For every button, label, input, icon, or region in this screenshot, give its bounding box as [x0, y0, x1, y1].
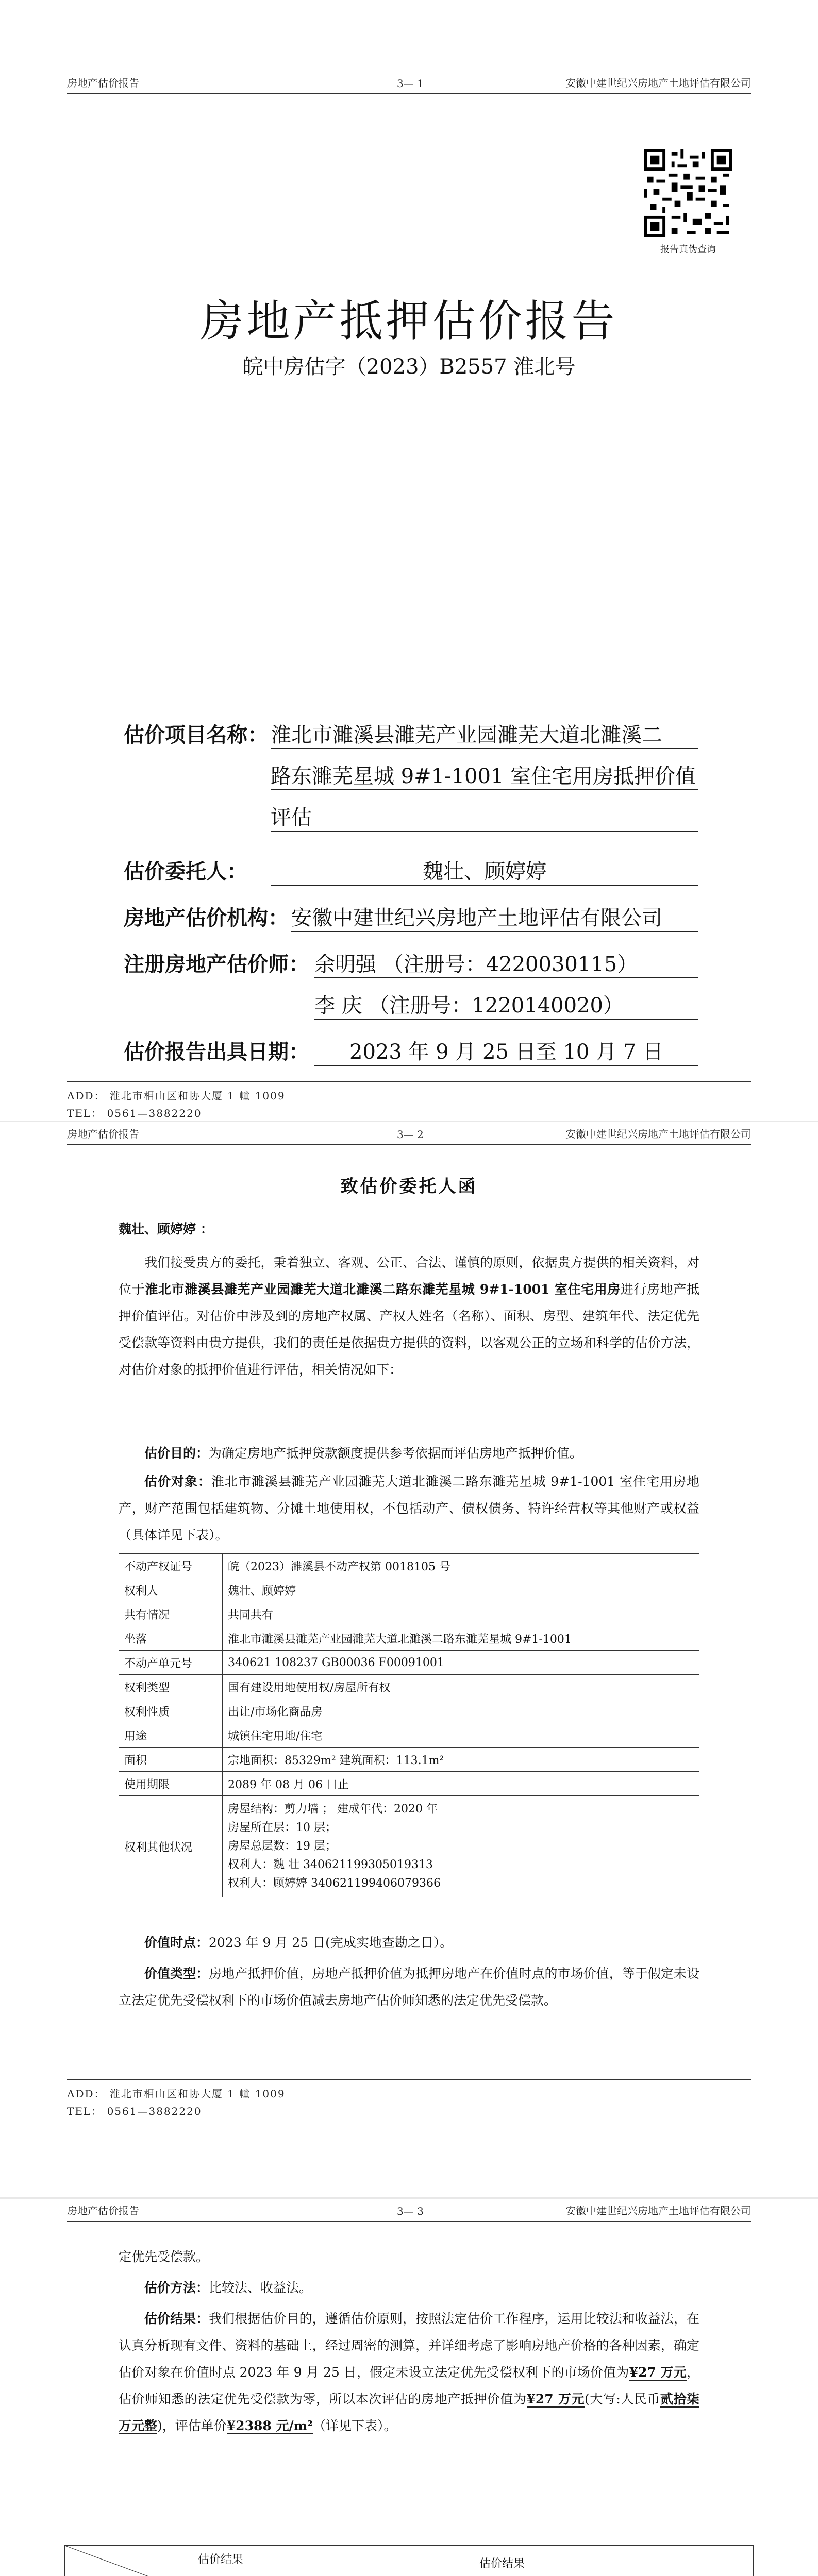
header-page-number: 3— 1: [397, 77, 424, 90]
table-row: [119, 1626, 699, 1651]
page-header: [67, 1123, 751, 1145]
header-page-number: 3— 3: [397, 2205, 424, 2217]
page-header: [67, 2200, 751, 2222]
market-value: ¥27 万元: [629, 2365, 687, 2380]
footer-address: ADD： 淮北市相山区和协大厦 1 幢 1009: [67, 1090, 286, 1102]
table-key: 权利其他状况: [119, 1796, 223, 1897]
property-table: [119, 1553, 699, 1897]
table-key: 面积: [119, 1748, 223, 1772]
table-value: 2089 年 08 月 06 日止: [223, 1772, 699, 1796]
result-group-header: 估价结果: [251, 2546, 754, 2576]
letter-page-1: [0, 1123, 818, 2190]
footer-tel: TEL： 0561—3882220: [67, 1107, 202, 1120]
header-page-number: 3— 2: [397, 1128, 424, 1141]
table-value: 340621 108237 GB00036 F00091001: [223, 1651, 699, 1675]
table-key: 权利人: [119, 1578, 223, 1602]
page-separator: [0, 1121, 818, 1122]
other-status-line: 房屋所在层：10 层；: [228, 1821, 337, 1834]
header-left: 房地产估价报告: [67, 1128, 139, 1140]
table-key: 不动产权证号: [119, 1554, 223, 1578]
value-type-continuation: 定优先受偿款。: [119, 2249, 209, 2264]
mortgage-value-uppercase: 贰拾柒万元整: [119, 2392, 699, 2433]
table-key: 权利类型: [119, 1675, 223, 1699]
table-value: 皖（2023）濉溪县不动产权第 0018105 号: [223, 1554, 699, 1578]
mortgage-value: ¥27 万元: [526, 2392, 585, 2406]
table-value: 魏壮、顾婷婷: [223, 1578, 699, 1602]
cover-page: [0, 0, 818, 1120]
table-row: [119, 1578, 699, 1602]
header-left: 房地产估价报告: [67, 77, 139, 89]
project-name-line3: 评估: [271, 801, 698, 832]
result-table-corner: 估价结果: [65, 2546, 251, 2576]
page-footer: [67, 1081, 751, 1122]
project-name-label: 估价项目名称：: [124, 723, 268, 747]
qr-caption: 报告真伪查询: [660, 244, 716, 255]
table-value: [223, 1796, 699, 1897]
object-paragraph: 估价对象：淮北市濉溪县濉芜产业园濉芜大道北濉溪二路东濉芜星城 9#1-1001 室住宅用房地产，财产范围包括建筑物、分摊土地使用权，不包括动产、债权债务、特许经营权等其他财产或权益（具体详见下表）。: [119, 1474, 699, 1543]
unit-price: ¥2388 元/m²: [226, 2418, 313, 2433]
appraiser-label: 注册房地产估价师：: [124, 952, 309, 976]
table-key: 坐落: [119, 1626, 223, 1651]
other-status-line: 房屋总层数：19 层；: [228, 1840, 337, 1853]
agency-value: 安徽中建世纪兴房地产土地评估有限公司: [291, 902, 698, 932]
table-row: [119, 1796, 699, 1897]
page-footer: [67, 2079, 751, 2120]
value-time-paragraph: 价值时点：2023 年 9 月 25 日(完成实地查勘之日）。: [144, 1935, 453, 1950]
method-paragraph: 估价方法：比较法、收益法。: [144, 2280, 312, 2295]
letter-title: 致估价委托人函: [340, 1176, 478, 1197]
value-type-paragraph: 价值类型：房地产抵押价值，房地产抵押价值为抵押房地产在价值时点的市场价值，等于假定未设立法定优先受偿权利下的市场价值减去房地产估价师知悉的法定优先受偿款。: [119, 1966, 699, 2008]
client-value: 魏壮、顾婷婷: [271, 855, 698, 886]
table-key: 用途: [119, 1723, 223, 1748]
report-number: 皖中房估字（2023）B2557 淮北号: [242, 355, 576, 379]
table-value: 宗地面积：85329m² 建筑面积：113.1m²: [223, 1748, 699, 1772]
header-company: 安徽中建世纪兴房地产土地评估有限公司: [565, 1128, 751, 1140]
table-row: [119, 1554, 699, 1578]
table-row: [119, 1772, 699, 1796]
page-header: [67, 72, 751, 94]
table-row: [119, 1699, 699, 1723]
other-status-line: 权利人：顾婷婷 340621199406079366: [228, 1877, 441, 1890]
table-row: [119, 1675, 699, 1699]
client-label: 估价委托人：: [124, 859, 247, 884]
table-key: 使用期限: [119, 1772, 223, 1796]
table-value: 共同共有: [223, 1602, 699, 1626]
page-separator: [0, 2197, 818, 2199]
project-name-line2: 路东濉芜星城 9#1-1001 室住宅用房抵押价值: [271, 760, 698, 790]
table-key: 权利性质: [119, 1699, 223, 1723]
header-company: 安徽中建世纪兴房地产土地评估有限公司: [565, 2205, 751, 2217]
letter-salutation: 魏壮、顾婷婷 ：: [119, 1222, 213, 1236]
purpose-paragraph: 估价目的：为确定房地产抵押贷款额度提供参考依据而评估房地产抵押价值。: [144, 1446, 583, 1461]
footer-tel: TEL： 0561—3882220: [67, 2105, 202, 2117]
other-status-line: 房屋结构：剪力墙 ； 建成年代：2020 年: [228, 1803, 438, 1816]
appraiser-2: 李 庆 （注册号：1220140020）: [314, 989, 698, 1020]
property-address: 淮北市濉溪县濉芜产业园濉芜大道北濉溪二路东濉芜星城 9#1-1001 室住宅用房: [145, 1282, 621, 1297]
letter-intro: 我们接受贵方的委托，秉着独立、客观、公正、合法、谨慎的原则，依据贵方提供的相关资料，对位于淮北市濉溪县濉芜产业园濉芜大道北濉溪二路东濉芜星城 9#1-1001 室住宅用房进行房地产抵押价值评估。对估价中涉及到的房地产权属、产权人姓名（名称）、面积、房型、建筑年代、法定优先受偿款等资料由贵方提供，我们的责任是依据贵方提供的资料，以客观公正的立场和科学的估价方法，对估价对象的抵押价值进行评估，相关情况如下：: [119, 1255, 699, 1377]
qr-code-icon[interactable]: [644, 149, 732, 237]
table-row: [119, 1723, 699, 1748]
result-table: [64, 2545, 754, 2576]
report-date-label: 估价报告出具日期：: [124, 1040, 309, 1064]
table-row: [119, 1602, 699, 1626]
agency-label: 房地产估价机构：: [124, 906, 289, 930]
report-date-value: 2023 年 9 月 25 日至 10 月 7 日: [314, 1036, 698, 1066]
letter-page-2: [0, 2200, 818, 2576]
project-name-line1: 淮北市濉溪县濉芜产业园濉芜大道北濉溪二: [271, 719, 698, 749]
result-paragraph: 估价结果：我们根据估价目的，遵循估价原则，按照法定估价工作程序，运用比较法和收益法，在认真分析现有文件、资料的基础上，经过周密的测算，并详细考虑了影响房地产价格的各种因素，确定估价对象在价值时点 2023 年 9 月 25 日，假定未设立法定优先受偿权利下的市场价值为¥27 万元，估价师知悉的法定优先受偿款为零，所以本次评估的房地产抵押价值为¥27 万元(大写:人民币贰拾柒万元整)，评估单价¥2388 元/m²（详见下表）。: [119, 2311, 700, 2433]
footer-address: ADD： 淮北市相山区和协大厦 1 幢 1009: [67, 2088, 286, 2100]
other-status-line: 权利人：魏 壮 340621199305019313: [228, 1858, 433, 1871]
table-value: 出让/市场化商品房: [223, 1699, 699, 1723]
table-key: 不动产单元号: [119, 1651, 223, 1675]
table-value: 国有建设用地使用权/房屋所有权: [223, 1675, 699, 1699]
table-value: 城镇住宅用地/住宅: [223, 1723, 699, 1748]
table-value: 淮北市濉溪县濉芜产业园濉芜大道北濉溪二路东濉芜星城 9#1-1001: [223, 1626, 699, 1651]
header-left: 房地产估价报告: [67, 2205, 139, 2217]
table-row: [119, 1748, 699, 1772]
header-company: 安徽中建世纪兴房地产土地评估有限公司: [565, 77, 751, 89]
table-key: 共有情况: [119, 1602, 223, 1626]
table-row: [119, 1651, 699, 1675]
report-title: 房地产抵押估价报告: [200, 296, 618, 347]
appraiser-1: 余明强 （注册号：4220030115）: [314, 948, 698, 978]
